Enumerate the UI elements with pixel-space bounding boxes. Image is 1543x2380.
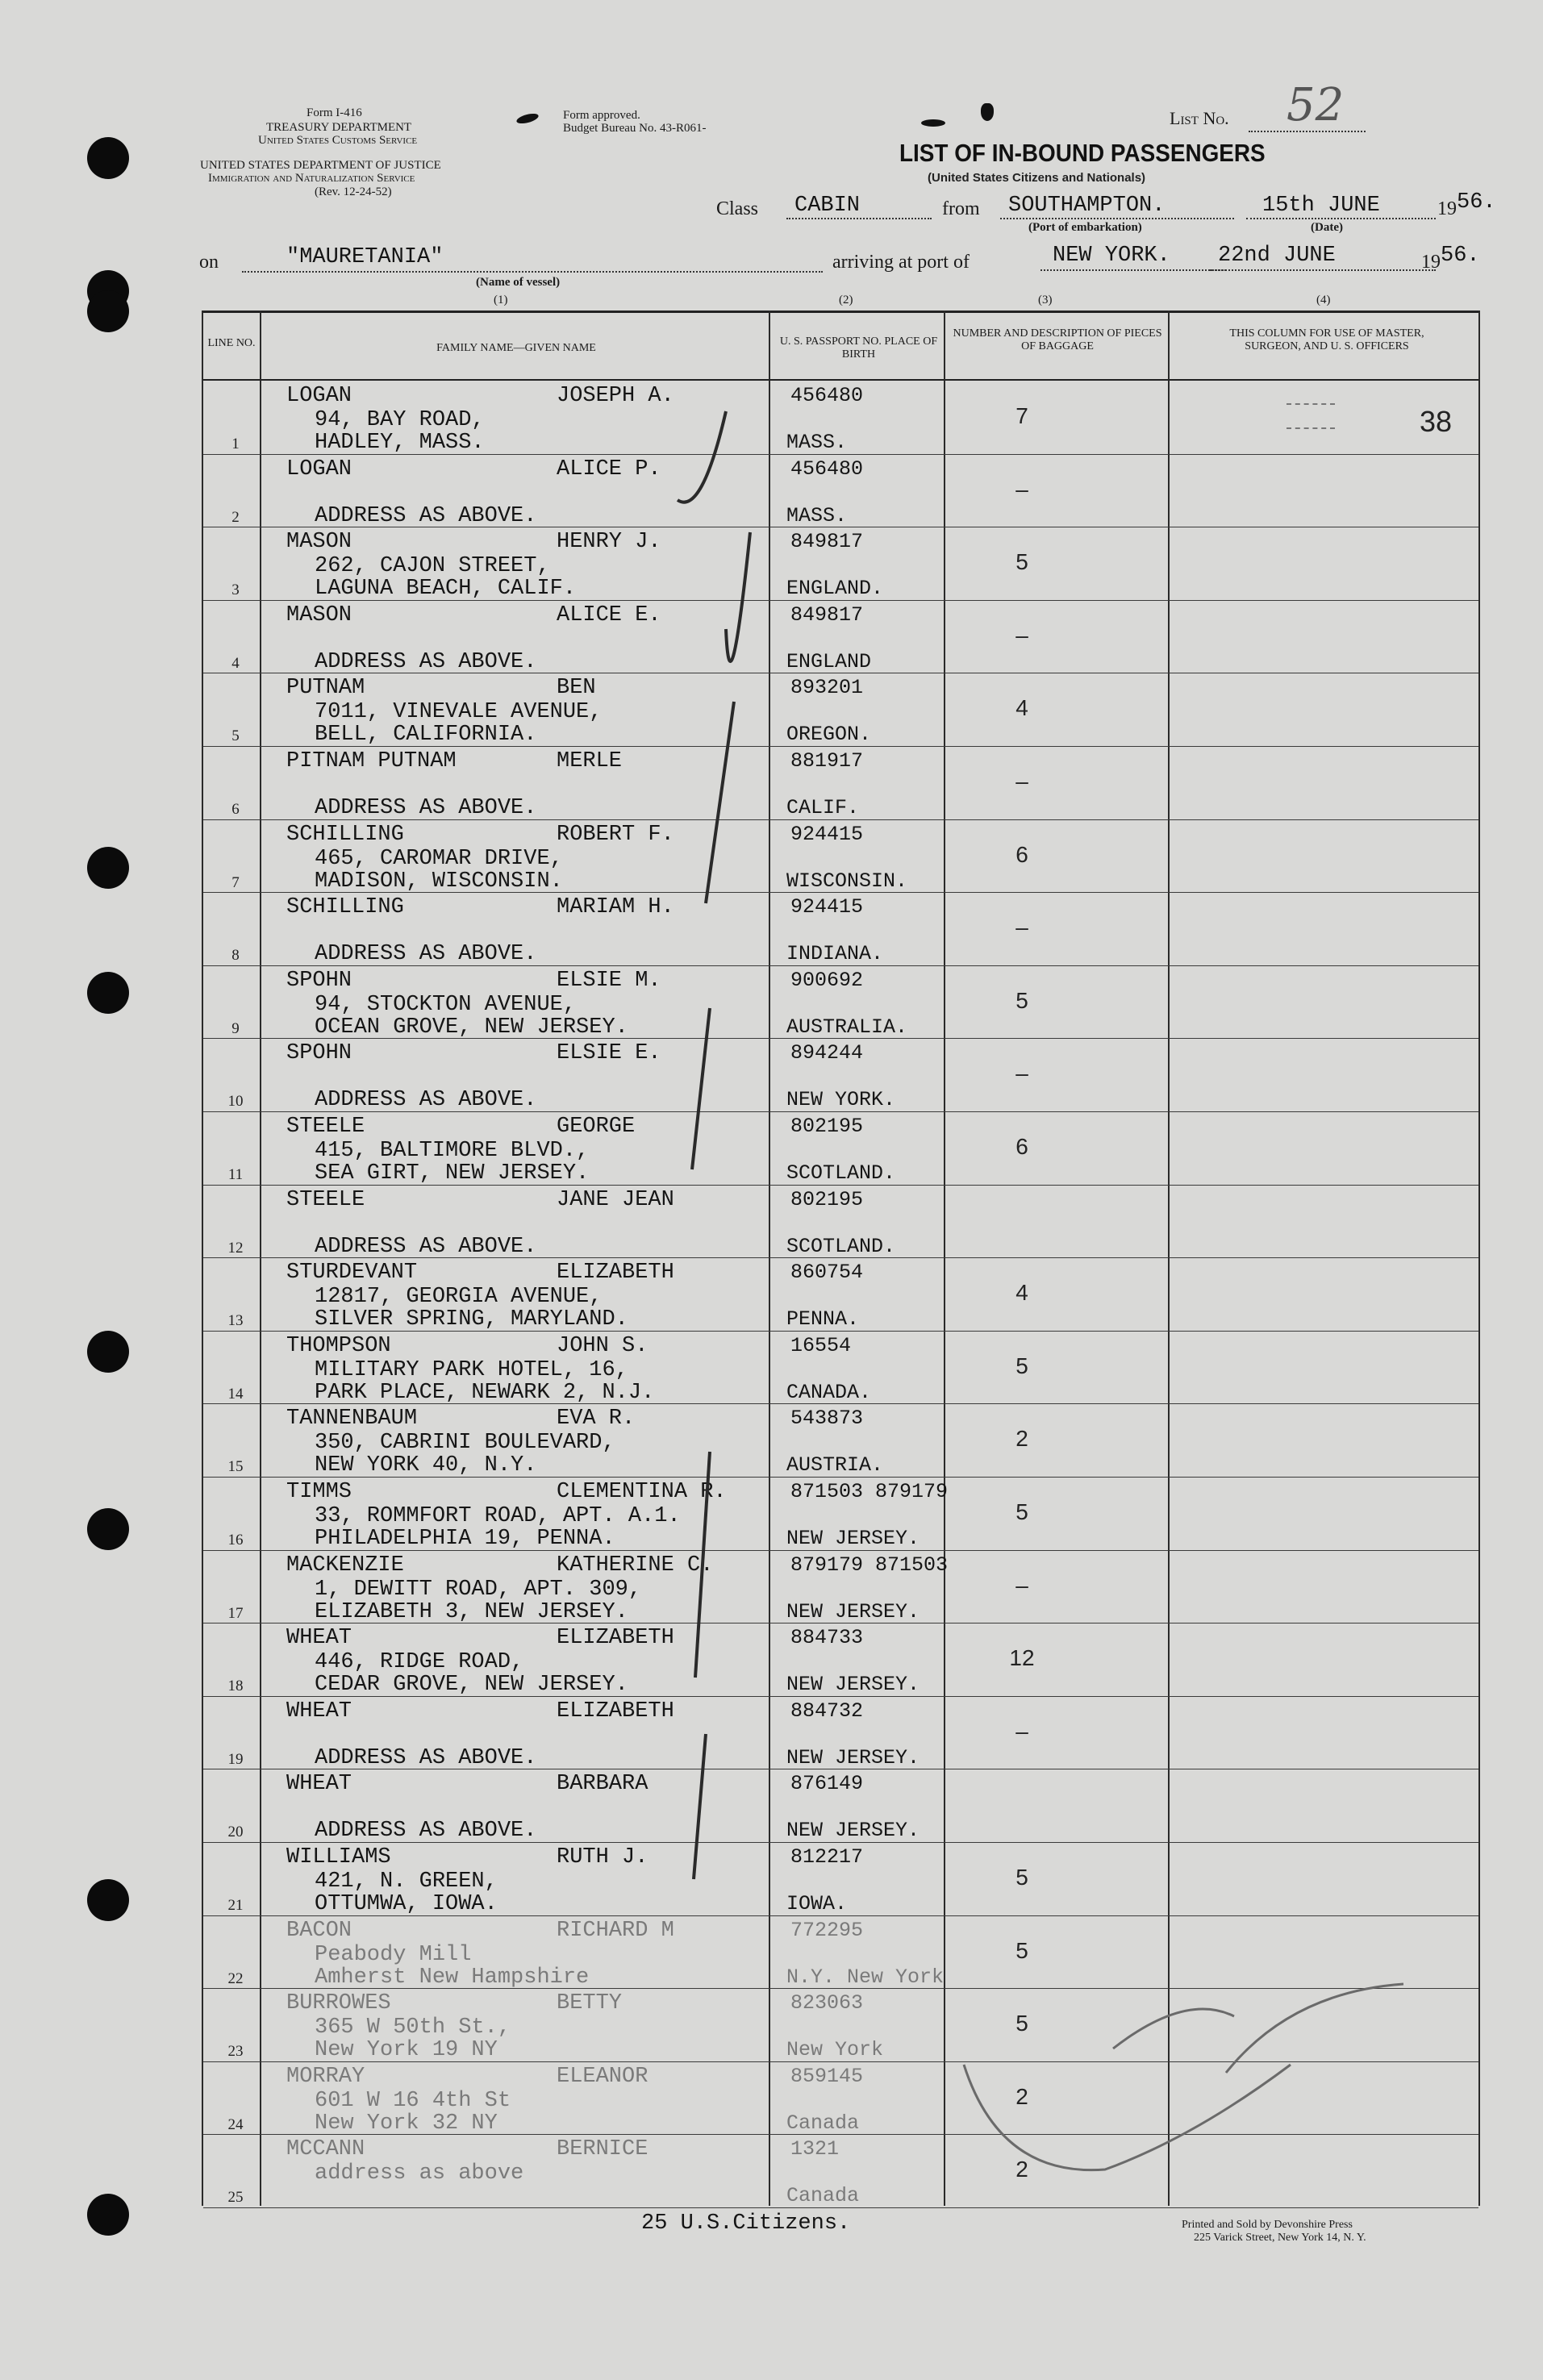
- given-name: BERNICE: [557, 2137, 648, 2162]
- passport-number: 456480: [790, 456, 864, 481]
- given-name: HENRY J.: [557, 530, 661, 555]
- given-name: ROBERT F.: [557, 822, 674, 847]
- baggage-count: –: [1015, 915, 1028, 940]
- given-name: GEORGE: [557, 1115, 636, 1139]
- passport-number: 456480: [790, 384, 864, 407]
- officer-mark: 38: [1420, 405, 1453, 438]
- name-header: FAMILY NAME—GIVEN NAME: [436, 342, 596, 354]
- check-stroke: [692, 1008, 710, 1169]
- line-number: 21: [227, 1897, 244, 1914]
- passport-number: 884732: [790, 1699, 864, 1723]
- baggage-count: 2: [1015, 2083, 1028, 2109]
- given-name: BARBARA: [557, 1772, 648, 1797]
- family-name: THOMPSON: [286, 1333, 391, 1358]
- given-name: ELSIE E.: [557, 1041, 661, 1066]
- check-stroke: [695, 1452, 710, 1678]
- place-of-birth: PENNA.: [786, 1307, 860, 1332]
- signature-stroke: [1113, 2009, 1234, 2049]
- family-name: BACON: [286, 1918, 352, 1943]
- family-name: SCHILLING: [286, 822, 404, 847]
- family-name: SPOHN: [286, 1041, 352, 1066]
- embarkation-port: SOUTHAMPTON.: [1008, 194, 1166, 218]
- address-line-2: ADDRESS AS ABOVE.: [315, 1819, 537, 1844]
- vessel-caption: (Name of vessel): [476, 276, 561, 289]
- address-line-2: MADISON, WISCONSIN.: [315, 869, 563, 894]
- address-line-1: 350, CABRINI BOULEVARD,: [315, 1431, 615, 1456]
- passport-header: U. S. PASSPORT NO. PLACE OF BIRTH: [779, 336, 938, 361]
- form-revision: (Rev. 12-24-52): [315, 185, 392, 198]
- line-number: 18: [227, 1678, 244, 1695]
- address-line-2: NEW YORK 40, N.Y.: [315, 1453, 537, 1478]
- family-name: STURDEVANT: [286, 1261, 418, 1286]
- address-line-1: 446, RIDGE ROAD,: [315, 1650, 524, 1675]
- line-number: 22: [227, 1969, 244, 1987]
- given-name: JOHN S.: [557, 1333, 648, 1358]
- column-number: (3): [1038, 294, 1053, 306]
- line-number: 6: [231, 801, 240, 818]
- arrival-year: 56.: [1441, 244, 1480, 268]
- address-line-1: 1, DEWITT ROAD, APT. 309,: [315, 1577, 642, 1602]
- line-number: 13: [227, 1312, 244, 1330]
- line-number: 17: [227, 1604, 244, 1622]
- line-number: 12: [227, 1239, 244, 1257]
- family-name: MCCANN: [286, 2137, 365, 2162]
- address-line-2: SEA GIRT, NEW JERSEY.: [315, 1161, 590, 1186]
- passport-number: 1321: [790, 2137, 840, 2161]
- baggage-header: NUMBER AND DESCRIPTION OF PIECES OF BAGGAGE: [953, 327, 1162, 352]
- address-line-2: OTTUMWA, IOWA.: [315, 1892, 498, 1916]
- passport-number: 876149: [790, 1772, 864, 1796]
- place-of-birth: Canada: [786, 2184, 860, 2208]
- arrival-date: 22nd JUNE: [1218, 244, 1336, 268]
- year-prefix: 19: [1437, 198, 1457, 219]
- arrival-port: NEW YORK.: [1053, 244, 1170, 268]
- place-of-birth: NEW JERSEY.: [786, 1599, 920, 1623]
- from-label: from: [942, 198, 980, 219]
- address-line-2: ELIZABETH 3, NEW JERSEY.: [315, 1599, 628, 1624]
- line-number: 15: [227, 1458, 244, 1476]
- baggage-count: 5: [1015, 1353, 1028, 1378]
- family-name: WHEAT: [286, 1699, 352, 1724]
- budget-bureau: Budget Bureau No. 43-R061-: [563, 122, 707, 135]
- line-number: 24: [227, 2115, 244, 2133]
- baggage-count: 5: [1015, 1937, 1028, 1963]
- passport-number: 879179 871503: [790, 1553, 949, 1577]
- line-number: 20: [227, 1824, 244, 1841]
- list-number-value: 52: [1287, 79, 1345, 131]
- officers-header: THIS COLUMN FOR USE OF MASTER, SURGEON, AND U. S. OFFICERS: [1229, 327, 1424, 352]
- line-number: 7: [231, 873, 240, 891]
- family-name: TIMMS: [286, 1480, 352, 1504]
- family-name: TANNENBAUM: [286, 1407, 418, 1432]
- baggage-count: 2: [1015, 1426, 1028, 1452]
- departure-year: 56.: [1457, 190, 1496, 215]
- given-name: RICHARD M: [557, 1918, 674, 1943]
- family-name: BURROWES: [286, 1991, 391, 2016]
- line-number: 5: [231, 727, 240, 745]
- address-line-2: LAGUNA BEACH, CALIF.: [315, 577, 577, 602]
- address-line-2: BELL, CALIFORNIA.: [315, 723, 537, 748]
- printer-address: 225 Varick Street, New York 14, N. Y.: [1194, 2232, 1366, 2244]
- passport-number: 16554: [790, 1333, 852, 1357]
- address-line-1: 421, N. GREEN,: [315, 1869, 498, 1894]
- line-number: 23: [227, 2043, 244, 2061]
- baggage-count: 5: [1015, 1865, 1028, 1890]
- line-number-header: LINE NO.: [207, 337, 256, 349]
- address-line-2: CEDAR GROVE, NEW JERSEY.: [315, 1673, 628, 1698]
- baggage-count: –: [1015, 1061, 1028, 1086]
- column-number: (1): [494, 294, 508, 306]
- line-number: 3: [231, 581, 240, 599]
- place-of-birth: MASS.: [786, 431, 848, 454]
- address-line-1: address as above: [315, 2161, 524, 2186]
- address-line-1: 12817, GEORGIA AVENUE,: [315, 1285, 603, 1310]
- given-name: MERLE: [557, 749, 623, 773]
- address-line-2: ADDRESS AS ABOVE.: [315, 1088, 537, 1113]
- passport-number: 772295: [790, 1918, 864, 1942]
- place-of-birth: AUSTRALIA.: [786, 1015, 908, 1039]
- baggage-count: –: [1015, 622, 1028, 648]
- page-title: LIST OF IN-BOUND PASSENGERS: [899, 139, 1266, 167]
- passport-number: 871503 879179: [790, 1480, 949, 1503]
- column-number: (2): [839, 294, 853, 306]
- customs-service: United States Customs Service: [258, 134, 418, 147]
- address-line-1: 365 W 50th St.,: [315, 2015, 511, 2040]
- baggage-count: 5: [1015, 1499, 1028, 1524]
- printer-line: Printed and Sold by Devonshire Press: [1182, 2219, 1353, 2231]
- family-name: STEELE: [286, 1187, 365, 1212]
- baggage-count: 2: [1015, 2157, 1028, 2182]
- address-line-1: 94, BAY ROAD,: [315, 408, 485, 432]
- check-stroke: [694, 1734, 706, 1879]
- date-caption: (Date): [1311, 221, 1343, 234]
- place-of-birth: IOWA.: [786, 1892, 848, 1915]
- ins-name: Immigration and Naturalization Service: [208, 172, 415, 185]
- baggage-count: 5: [1015, 2011, 1028, 2036]
- given-name: ELIZABETH: [557, 1626, 674, 1651]
- address-line-1: 465, CAROMAR DRIVE,: [315, 846, 563, 871]
- address-line-2: New York 19 NY: [315, 2038, 498, 2063]
- family-name: MORRAY: [286, 2064, 365, 2089]
- embarkation-caption: (Port of embarkation): [1028, 221, 1142, 234]
- check-stroke: [678, 411, 726, 502]
- address-line-1: 262, CAJON STREET,: [315, 554, 550, 579]
- passport-number: 884733: [790, 1626, 864, 1650]
- class-value: CABIN: [794, 194, 861, 218]
- place-of-birth: ENGLAND.: [786, 577, 884, 601]
- family-name: MACKENZIE: [286, 1553, 404, 1578]
- place-of-birth: WISCONSIN.: [786, 869, 908, 893]
- passport-number: 849817: [790, 602, 864, 627]
- class-label: Class: [716, 198, 759, 219]
- given-name: ALICE E.: [557, 602, 661, 627]
- arriving-label: arriving at port of: [832, 252, 970, 273]
- address-line-2: ADDRESS AS ABOVE.: [315, 503, 537, 528]
- place-of-birth: OREGON.: [786, 723, 872, 747]
- given-name: CLEMENTINA R.: [557, 1480, 727, 1504]
- list-number-label: List No.: [1170, 108, 1229, 128]
- baggage-count: 12: [1009, 1645, 1035, 1671]
- given-name: RUTH J.: [557, 1845, 648, 1869]
- line-number: 11: [227, 1166, 244, 1183]
- line-number: 10: [227, 1093, 244, 1111]
- family-name: STEELE: [286, 1115, 365, 1139]
- place-of-birth: NEW JERSEY.: [786, 1527, 920, 1550]
- given-name: EVA R.: [557, 1407, 636, 1432]
- check-stroke: [726, 532, 750, 661]
- line-number: 16: [227, 1532, 244, 1548]
- signature-stroke: [964, 2065, 1291, 2170]
- place-of-birth: MASS.: [786, 503, 848, 527]
- address-line-1: 7011, VINEVALE AVENUE,: [315, 700, 603, 725]
- address-line-2: OCEAN GROVE, NEW JERSEY.: [315, 1015, 628, 1040]
- place-of-birth: ENGLAND: [786, 649, 872, 673]
- signature-stroke: [1226, 1984, 1403, 2073]
- baggage-count: 7: [1015, 403, 1028, 428]
- passport-number: 894244: [790, 1041, 864, 1065]
- place-of-birth: NEW JERSEY.: [786, 1819, 920, 1843]
- address-line-2: ADDRESS AS ABOVE.: [315, 1745, 537, 1770]
- address-line-2: ADDRESS AS ABOVE.: [315, 1234, 537, 1259]
- given-name: ELIZABETH: [557, 1261, 674, 1286]
- place-of-birth: NEW JERSEY.: [786, 1673, 920, 1697]
- given-name: BETTY: [557, 1991, 623, 2016]
- vessel-name: "MAURETANIA": [286, 245, 444, 269]
- address-line-2: ADDRESS AS ABOVE.: [315, 942, 537, 967]
- baggage-count: –: [1015, 769, 1028, 794]
- family-name: LOGAN: [286, 384, 352, 408]
- given-name: MARIAM H.: [557, 895, 674, 920]
- given-name: KATHERINE C.: [557, 1553, 714, 1578]
- place-of-birth: AUSTRIA.: [786, 1453, 884, 1478]
- place-of-birth: NEW YORK.: [786, 1088, 896, 1112]
- given-name: JOSEPH A.: [557, 384, 674, 408]
- department-of-justice: UNITED STATES DEPARTMENT OF JUSTICE: [200, 159, 441, 172]
- address-line-2: PHILADELPHIA 19, PENNA.: [315, 1527, 615, 1551]
- baggage-count: 4: [1015, 1280, 1028, 1306]
- family-name: SPOHN: [286, 968, 352, 993]
- place-of-birth: SCOTLAND.: [786, 1161, 896, 1185]
- family-name: WHEAT: [286, 1772, 352, 1797]
- line-number: 19: [227, 1750, 244, 1768]
- line-number: 2: [231, 508, 240, 526]
- form-number: Form I-416: [307, 106, 362, 119]
- address-line-1: MILITARY PARK HOTEL, 16,: [315, 1357, 628, 1382]
- place-of-birth: SCOTLAND.: [786, 1234, 896, 1258]
- line-number: 9: [231, 1019, 240, 1037]
- given-name: JANE JEAN: [557, 1187, 674, 1212]
- passport-number: 859145: [790, 2064, 864, 2088]
- address-line-2: ADDRESS AS ABOVE.: [315, 649, 537, 674]
- place-of-birth: Canada: [786, 2111, 860, 2135]
- form-approved: Form approved.: [563, 109, 640, 122]
- line-number: 25: [227, 2189, 244, 2207]
- place-of-birth: New York: [786, 2038, 884, 2062]
- treasury-department: TREASURY DEPARTMENT: [266, 121, 412, 134]
- address-line-2: New York 32 NY: [315, 2111, 498, 2136]
- place-of-birth: N.Y. New York: [786, 1965, 945, 1989]
- family-name: MASON: [286, 530, 352, 555]
- passport-number: 924415: [790, 895, 864, 919]
- family-name: MASON: [286, 602, 352, 627]
- baggage-count: –: [1015, 476, 1028, 502]
- given-name: ALICE P.: [557, 456, 661, 481]
- passport-number: 812217: [790, 1845, 864, 1869]
- baggage-count: 5: [1015, 987, 1028, 1013]
- address-line-2: Amherst New Hampshire: [315, 1965, 590, 1990]
- address-line-1: 601 W 16 4th St: [315, 2088, 511, 2113]
- passport-number: 849817: [790, 530, 864, 554]
- baggage-count: 4: [1015, 695, 1028, 721]
- place-of-birth: INDIANA.: [786, 942, 884, 966]
- given-name: BEN: [557, 676, 596, 701]
- passport-number: 823063: [790, 1991, 864, 2015]
- address-line-2: ADDRESS AS ABOVE.: [315, 796, 537, 820]
- address-line-2: HADLEY, MASS.: [315, 431, 485, 455]
- given-name: ELIZABETH: [557, 1699, 674, 1724]
- address-line-2: SILVER SPRING, MARYLAND.: [315, 1307, 628, 1332]
- baggage-count: –: [1015, 1718, 1028, 1744]
- passport-number: 543873: [790, 1407, 864, 1431]
- column-number: (4): [1316, 294, 1331, 306]
- passport-number: 924415: [790, 822, 864, 846]
- line-number: 1: [231, 436, 240, 452]
- passport-number: 881917: [790, 749, 864, 773]
- address-line-1: 94, STOCKTON AVENUE,: [315, 992, 577, 1017]
- place-of-birth: CALIF.: [786, 796, 860, 819]
- passport-number: 802195: [790, 1115, 864, 1138]
- family-name: SCHILLING: [286, 895, 404, 920]
- page-subtitle: (United States Citizens and Nationals): [928, 171, 1146, 185]
- passport-number: 802195: [790, 1187, 864, 1211]
- year-prefix-2: 19: [1421, 252, 1441, 273]
- baggage-count: 6: [1015, 841, 1028, 867]
- line-number: 4: [231, 654, 240, 672]
- address-line-1: Peabody Mill: [315, 1942, 472, 1967]
- address-line-2: PARK PLACE, NEWARK 2, N.J.: [315, 1380, 655, 1405]
- check-stroke: [706, 702, 734, 903]
- place-of-birth: NEW JERSEY.: [786, 1745, 920, 1769]
- address-line-1: 33, ROMMFORT ROAD, APT. A.1.: [315, 1504, 681, 1528]
- family-name: PUTNAM: [286, 676, 365, 701]
- given-name: ELEANOR: [557, 2064, 648, 2089]
- place-of-birth: CANADA.: [786, 1380, 872, 1404]
- departure-date: 15th JUNE: [1262, 194, 1380, 218]
- passport-number: 893201: [790, 676, 864, 700]
- line-number: 8: [231, 947, 240, 965]
- family-name: PITNAM PUTNAM: [286, 749, 457, 773]
- given-name: ELSIE M.: [557, 968, 661, 993]
- total-passengers: 25 U.S.Citizens.: [641, 2211, 851, 2236]
- baggage-count: 5: [1015, 549, 1028, 575]
- passport-number: 860754: [790, 1261, 864, 1285]
- on-label: on: [199, 252, 219, 273]
- family-name: WILLIAMS: [286, 1845, 391, 1869]
- baggage-count: –: [1015, 1572, 1028, 1598]
- passport-number: 900692: [790, 968, 864, 992]
- family-name: LOGAN: [286, 456, 352, 481]
- line-number: 14: [227, 1385, 244, 1403]
- address-line-1: 415, BALTIMORE BLVD.,: [315, 1139, 590, 1163]
- family-name: WHEAT: [286, 1626, 352, 1651]
- baggage-count: 6: [1015, 1134, 1028, 1159]
